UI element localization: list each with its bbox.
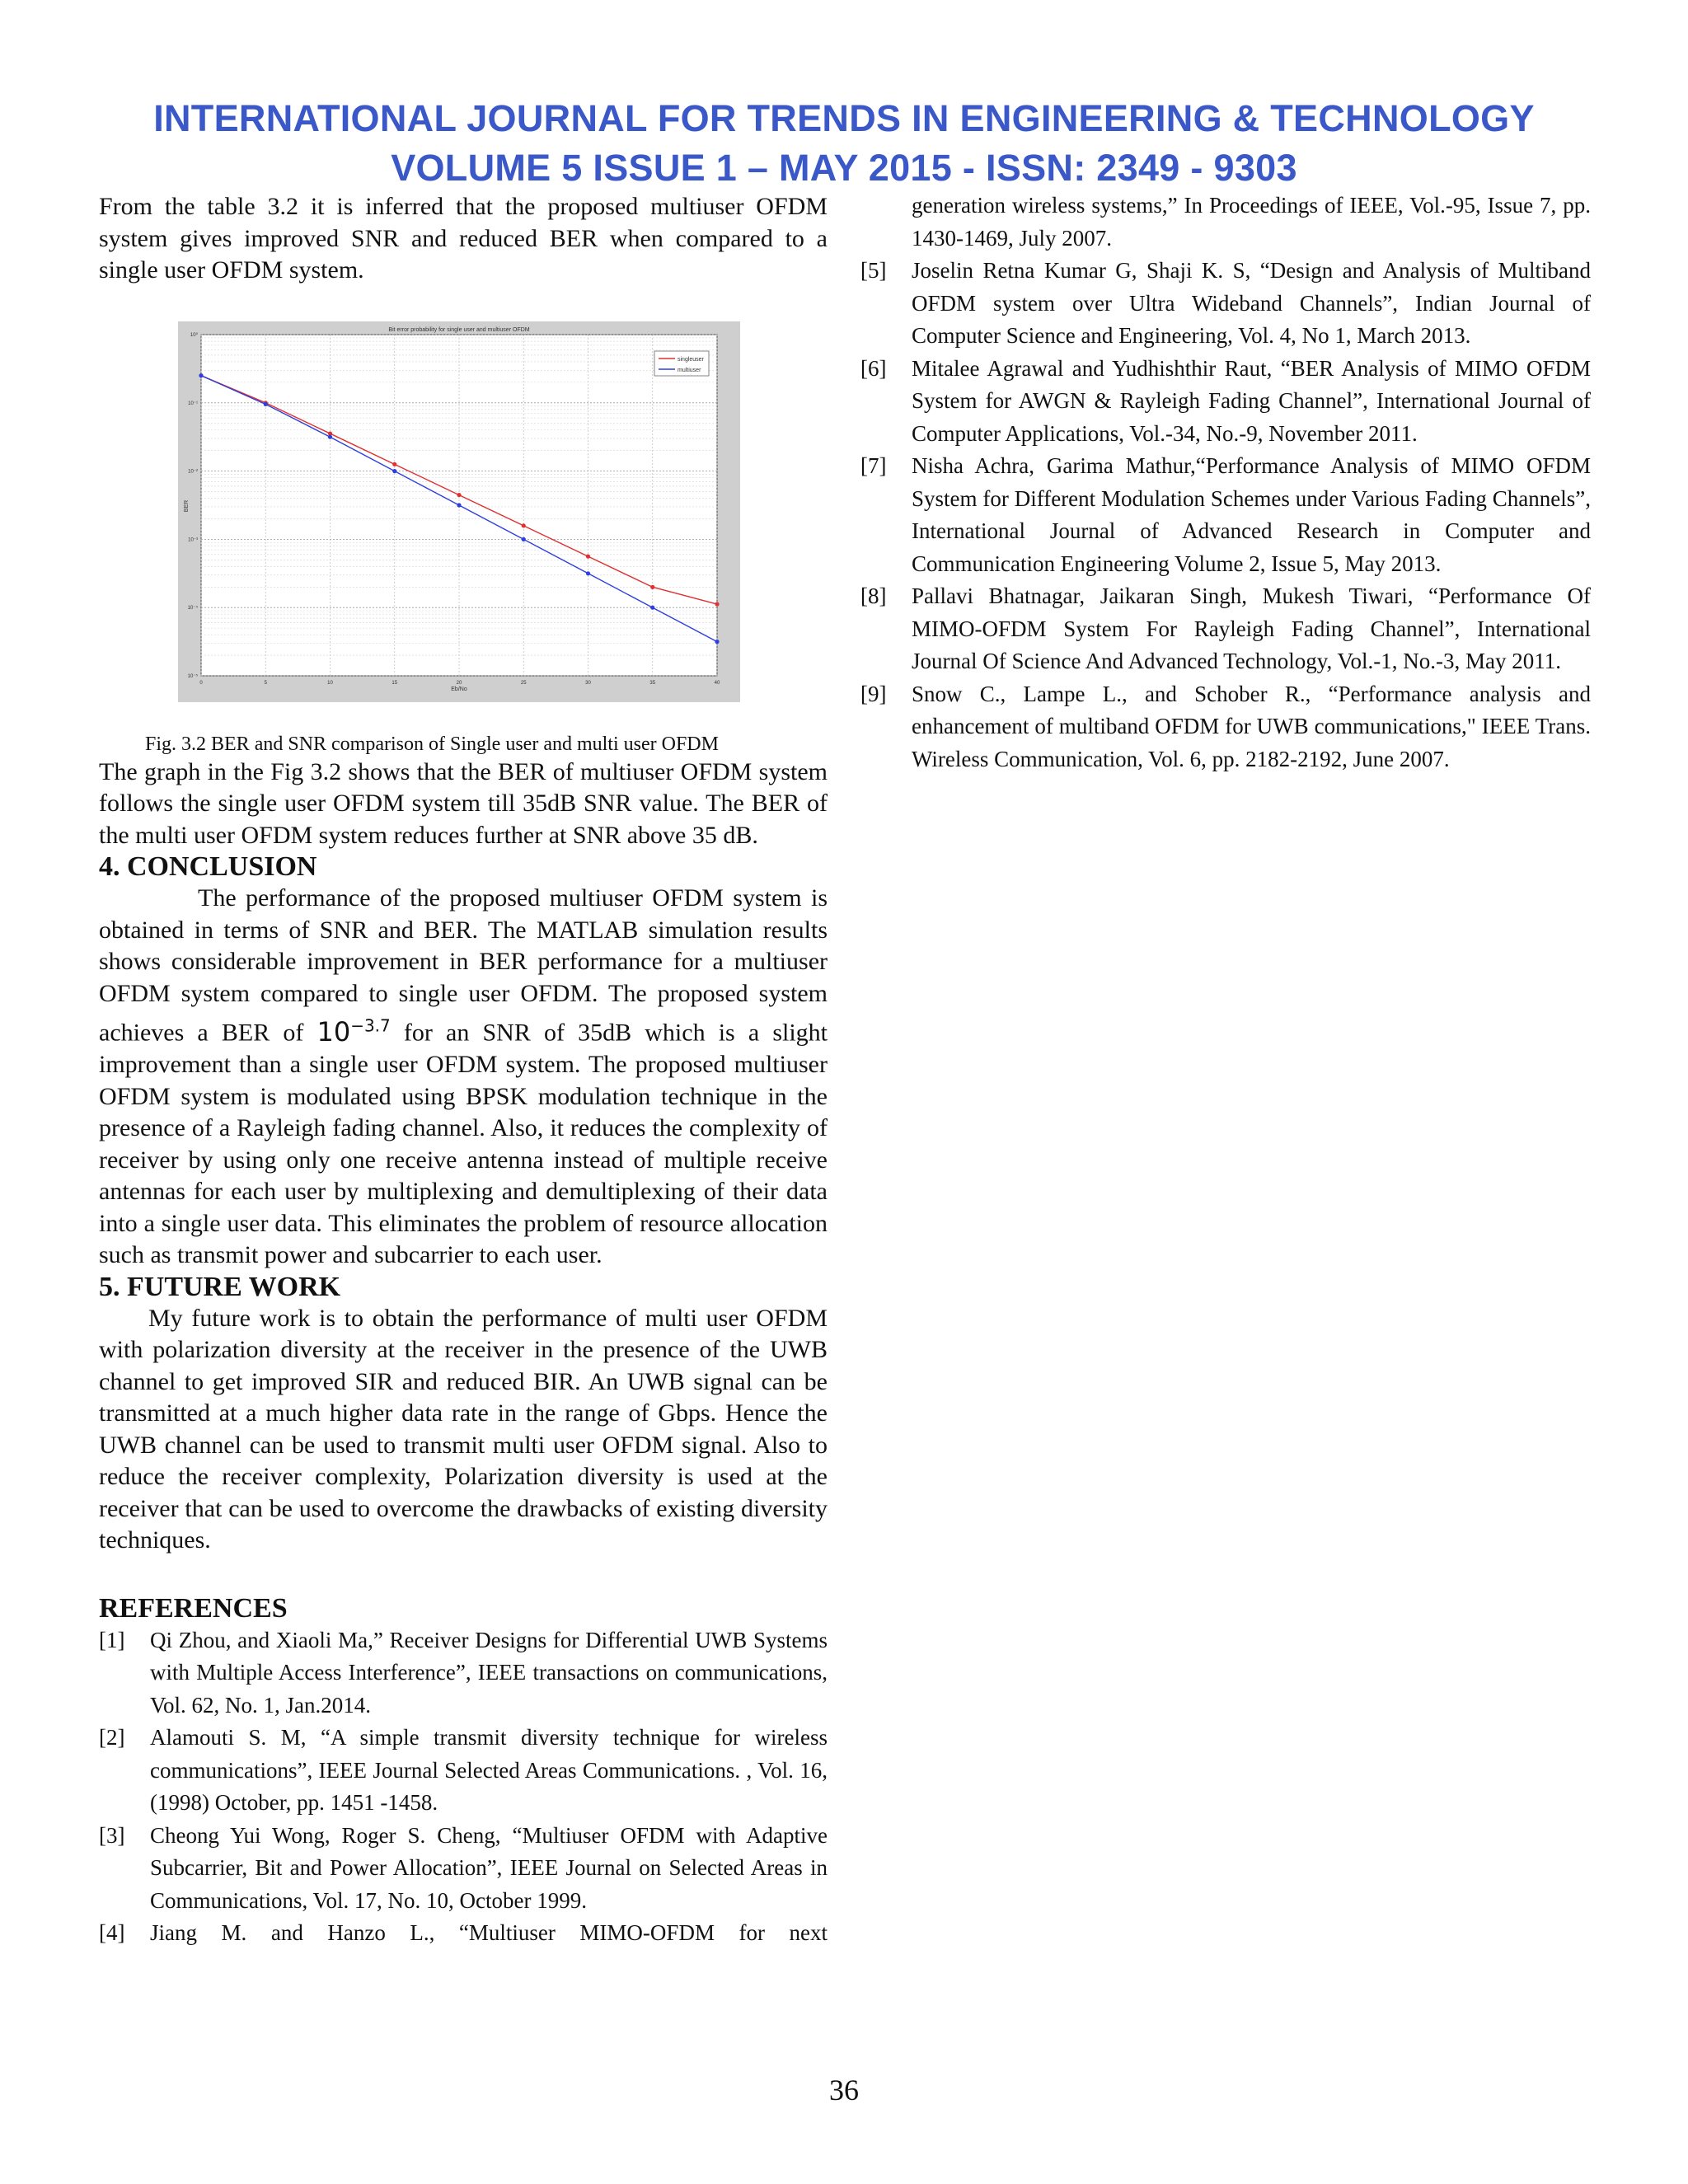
journal-volume-issue: VOLUME 5 ISSUE 1 – MAY 2015 - ISSN: 2349 - 9303 [391,147,1297,189]
page-number: 36 [829,2074,859,2107]
y-tick-label: 10⁰ [190,332,198,338]
reference-item [99,1624,828,1722]
reference-text: Snow C., Lampe L., and Schober R., “Performance analysis and enhancement of multiband OFDM for UWB communications," IEEE Trans. Wireless Communication, Vol. 6, pp. 2182-2192, June 2007. [912,681,1591,771]
legend [654,351,709,376]
graph-paragraph: The graph in the Fig 3.2 shows that the BER of multiuser OFDM system follows the single user OFDM system till 35dB SNR value. The BER of the multi user OFDM system reduces further at SNR above 35 dB. [99,757,828,849]
x-tick-label: 10 [327,680,333,686]
math-exponent: −3.7 [350,1015,391,1035]
y-tick-label: 10⁻⁴ [187,605,198,611]
x-tick-label: 40 [714,680,720,686]
reference-text: Joselin Retna Kumar G, Shaji K. S, “Design and Analysis of Multiband OFDM system over Ultra Wideband Channels”, Indian Journal of Computer Science and Engineering, Vol. 4, No 1, March 2013. [912,258,1591,348]
reference-item [860,255,1591,353]
reference-text: Qi Zhou, and Xiaoli Ma,” Receiver Designs for Differential UWB Systems with Multiple Access Interference”, IEEE transactions on communications, Vol. 62, No. 1, Jan.2014. [150,1627,828,1718]
future-work-heading: 5. FUTURE WORK [99,1271,341,1302]
reference-number: [4] [99,1920,125,1946]
reference-number: [7] [860,453,887,478]
reference-item [99,1917,828,1950]
y-tick-label: 10⁻¹ [188,401,198,406]
math-base: 10 [316,1015,351,1047]
reference-text: Alamouti S. M, “A simple transmit diversity technique for wireless communications”, IEEE Journal Selected Areas Communications. , Vol. 16, (1998) October, pp. 1451 -1458. [150,1725,828,1816]
reference-item [860,450,1591,580]
reference-item [99,1820,828,1918]
data-point-singleuser [392,462,396,466]
reference-text: Jiang M. and Hanzo L., “Multiuser MIMO-OFDM for next [150,1920,828,1946]
data-point-multiuser [522,537,526,541]
reference-number: [1] [99,1627,125,1652]
reference-number: [8] [860,583,887,608]
reference-continuation: generation wireless systems,” In Proceedings of IEEE, Vol.-95, Issue 7, pp. 1430-1469, July 2007. [912,193,1591,251]
data-point-singleuser [715,602,719,606]
reference-number: [5] [860,258,887,283]
figure-caption: Fig. 3.2 BER and SNR comparison of Single user and multi user OFDM [145,733,719,755]
data-point-multiuser [264,401,268,405]
references-list-right [860,255,1591,776]
data-point-multiuser [392,469,396,473]
references-heading: REFERENCES [99,1592,288,1624]
data-point-singleuser [457,492,461,496]
data-point-singleuser [522,523,526,527]
reference-item [99,1722,828,1820]
data-point-multiuser [715,640,719,644]
reference-number: [6] [860,355,887,381]
conclusion-text-b: for an SNR of 35dB which is a slight improvement than a single user OFDM system. The proposed multiuser OFDM system is modulated using BPSK modulation technique in the presence of a Rayleigh fading channel. Also, it reduces the complexity of receiver by using only one receive antenna instead of multiple receive antennas for each user by multiplexing and demultiplexing of their data into a single user data. This eliminates the problem of resource allocation such as transmit power and subcarrier to each user. [99,1019,828,1269]
intro-paragraph: From the table 3.2 it is inferred that the proposed multiuser OFDM system gives improved SNR and reduced BER when compared to a single user OFDM system. [99,193,828,284]
journal-title: INTERNATIONAL JOURNAL FOR TRENDS IN ENGINEERING & TECHNOLOGY [153,97,1535,139]
data-point-singleuser [586,554,590,558]
y-tick-label: 10⁻⁵ [187,673,198,679]
reference-text: Nisha Achra, Garima Mathur,“Performance Analysis of MIMO OFDM System for Different Modulation Schemes under Various Fading Channels”, International Journal of Advanced Research in Computer and Communication Engineering Volume 2, Issue 5, May 2013. [912,453,1591,576]
x-tick-label: 35 [649,680,656,686]
y-axis-label: BER [184,499,190,512]
x-tick-label: 30 [585,680,591,686]
x-tick-label: 25 [520,680,527,686]
x-axis-label: Eb/No [451,686,467,692]
conclusion-heading: 4. CONCLUSION [99,851,317,882]
right-column [860,190,1591,776]
data-point-singleuser [650,584,654,588]
reference-item [860,580,1591,678]
x-tick-label: 15 [392,680,398,686]
reference-item [860,678,1591,776]
legend-label-singleuser: singleuser [678,356,704,363]
data-point-multiuser [650,605,654,609]
chart-title: Bit error probability for single user and multiuser OFDM [388,326,530,333]
future-work-paragraph: My future work is to obtain the performance of multi user OFDM with polarization diversity at the receiver in the presence of the UWB channel to get improved SIR and reduced BIR. An UWB signal can be transmitted at a much higher data rate in the range of Gbps. Hence the UWB channel can be used to transmit multi user OFDM signal. Also to reduce the receiver complexity, Polarization diversity is used at the receiver that can be used to overcome the drawbacks of existing diversity techniques. [99,1304,828,1554]
x-tick-label: 0 [199,680,203,686]
ber-math-expression [316,1016,390,1047]
data-point-multiuser [457,503,461,507]
references-list-left [99,1624,828,1950]
data-point-multiuser [328,434,332,438]
reference-number: [2] [99,1725,125,1750]
x-tick-label: 20 [456,680,462,686]
conclusion-text-a: The performance of the proposed multiuser OFDM system is obtained in terms of SNR and BER. The MATLAB simulation results shows considerable improvement in BER performance for a multiuser OFDM system compared to single user OFDM. The proposed system achieves a BER of [99,884,828,1047]
reference-text: Pallavi Bhatnagar, Jaikaran Singh, Mukesh Tiwari, “Performance Of MIMO-OFDM System For Rayleigh Fading Channel”, International Journal Of Science And Advanced Technology, Vol.-1, No.-3, May 2011. [912,583,1591,673]
y-tick-label: 10⁻³ [188,537,198,542]
reference-number: [3] [99,1822,125,1848]
reference-item [860,353,1591,451]
reference-number: [9] [860,681,887,706]
x-tick-label: 5 [264,680,267,686]
y-tick-label: 10⁻² [188,469,198,475]
reference-text: Mitalee Agrawal and Yudhishthir Raut, “BER Analysis of MIMO OFDM System for AWGN & Rayleigh Fading Channel”, International Journal of Computer Applications, Vol.-34, No.-9, November 2011. [912,355,1591,446]
ber-figure [178,321,740,702]
ber-chart [178,321,740,702]
legend-label-multiuser: multiuser [678,367,701,373]
data-point-multiuser [586,571,590,575]
data-point-multiuser [199,373,203,377]
conclusion-paragraph [99,883,828,1272]
left-column [99,191,828,1950]
reference-text: Cheong Yui Wong, Roger S. Cheng, “Multiuser OFDM with Adaptive Subcarrier, Bit and Power Allocation”, IEEE Journal on Selected Areas in Communications, Vol. 17, No. 10, October 1999. [150,1822,828,1913]
